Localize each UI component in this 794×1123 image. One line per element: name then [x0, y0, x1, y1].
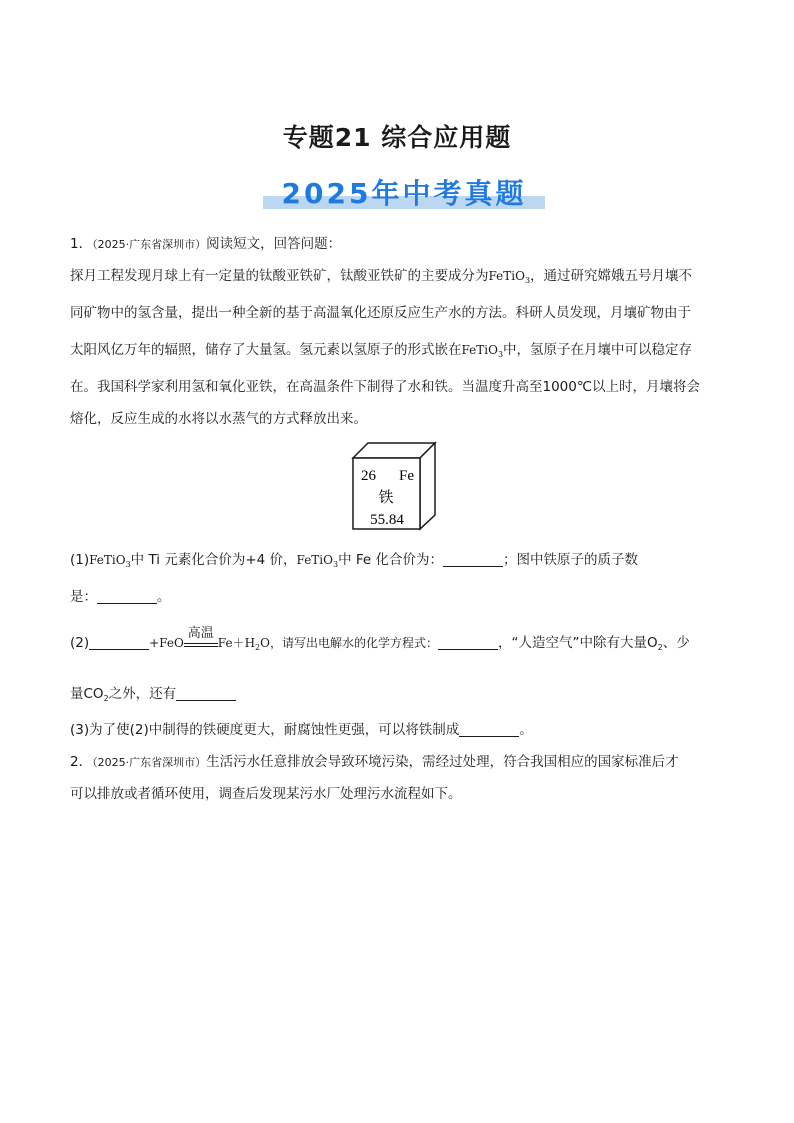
formula: FeTiO — [488, 269, 525, 283]
passage-line-4: 在。我国科学家利用氢和氧化亚铁，在高温条件下制得了水和铁。当温度升高至1000℃以上时，月壤将会 — [70, 379, 701, 395]
subscript: 3 — [332, 560, 339, 569]
question-source: （2025·广东省深圳市） — [92, 756, 207, 769]
passage-line-2: 同矿物中的氢含量，提出一种全新的基于高温氧化还原反应生产水的方法。科研人员发现，月壤矿物由于 — [70, 305, 691, 321]
subquestion-1-cont — [70, 587, 730, 607]
subquestion-3 — [70, 720, 730, 740]
element-name: 铁 — [378, 490, 394, 506]
passage-line-3 — [70, 340, 730, 365]
question-text: 生活污水任意排放会导致环境污染，需经过处理，符合我国相应的国家标准后才 — [206, 754, 679, 770]
text: 中，氢原子在月壤中可以稳定存 — [503, 342, 693, 358]
text: 、少 — [662, 635, 690, 651]
cube-side-face — [420, 443, 435, 529]
reaction-condition — [184, 626, 218, 647]
subquestion-2-cont — [70, 684, 730, 709]
element-symbol: Fe — [399, 468, 414, 484]
subscript: 3 — [524, 276, 531, 285]
answer-blank-proton-number[interactable] — [97, 589, 157, 604]
passage-line-5: 熔化，反应生成的水将以水蒸气的方式释放出来。 — [70, 411, 367, 427]
subquestion-2 — [70, 626, 730, 658]
formula: +FeO — [149, 636, 184, 650]
question-2-line-2: 可以排放或者循环使用，调查后发现某污水厂处理污水流程如下。 — [70, 786, 462, 802]
question-prompt: 阅读短文，回答问题： — [206, 236, 342, 252]
text: ；图中铁原子的质子数 — [503, 552, 638, 568]
formula: FeTiO — [296, 553, 333, 567]
question-source: （2025·广东省深圳市） — [92, 238, 207, 251]
question-number: 2． — [70, 754, 93, 770]
answer-blank-fe-valence[interactable] — [443, 552, 503, 567]
page-title: 专题21 综合应用题 — [282, 123, 512, 152]
subquestion-1 — [70, 550, 730, 575]
formula: FeTiO — [89, 553, 126, 567]
question-number: 1． — [70, 236, 93, 252]
text: 是： — [70, 589, 97, 605]
text: 中 Ti 元素化合价为+4 价， — [130, 552, 297, 568]
question-2-header — [70, 752, 730, 773]
answer-blank-alloy[interactable] — [459, 722, 519, 737]
question-1-header — [70, 234, 730, 255]
banner-text: 2025年中考真题 — [281, 177, 527, 210]
answer-blank-air-components[interactable] — [176, 686, 236, 701]
passage-line-1 — [70, 266, 730, 291]
subscript: 2 — [255, 643, 261, 652]
text: (2) — [70, 635, 90, 651]
text: 中 Fe 化合价为： — [338, 552, 443, 568]
atomic-mass: 55.84 — [370, 512, 404, 528]
answer-blank-electrolysis[interactable] — [438, 635, 498, 650]
formula: Fe＋H — [217, 636, 256, 650]
subscript: 2 — [657, 643, 663, 652]
section-banner — [263, 168, 545, 212]
text: ，“人造空气”中除有大量O — [497, 635, 658, 651]
text: (3)为了使(2)中制得的铁硬度更大，耐腐蚀性更强，可以将铁制成 — [70, 722, 460, 738]
subscript: 2 — [103, 694, 109, 703]
text: 探月工程发现月球上有一定量的钛酸亚铁矿，钛酸亚铁矿的主要成分为 — [70, 268, 489, 284]
answer-blank-reactant[interactable] — [89, 635, 149, 650]
subscript: 3 — [497, 350, 504, 359]
text: 太阳风亿万年的辐照，储存了大量氢。氢元素以氢原子的形式嵌在 — [70, 342, 462, 358]
text: 。 — [157, 589, 171, 605]
text: 。 — [519, 722, 533, 738]
subscript: 3 — [125, 560, 131, 569]
atomic-number: 26 — [361, 468, 376, 484]
condition-label: 高温 — [187, 626, 214, 641]
text: (1) — [70, 552, 90, 568]
text: 之外，还有 — [108, 686, 177, 702]
text: O，请写出电解水的化学方程式： — [260, 636, 438, 650]
formula: FeTiO — [461, 343, 498, 357]
text: 量CO — [70, 686, 104, 702]
text: ，通过研究嫦娥五号月壤不 — [530, 268, 693, 284]
iron-element-cell — [350, 440, 450, 532]
